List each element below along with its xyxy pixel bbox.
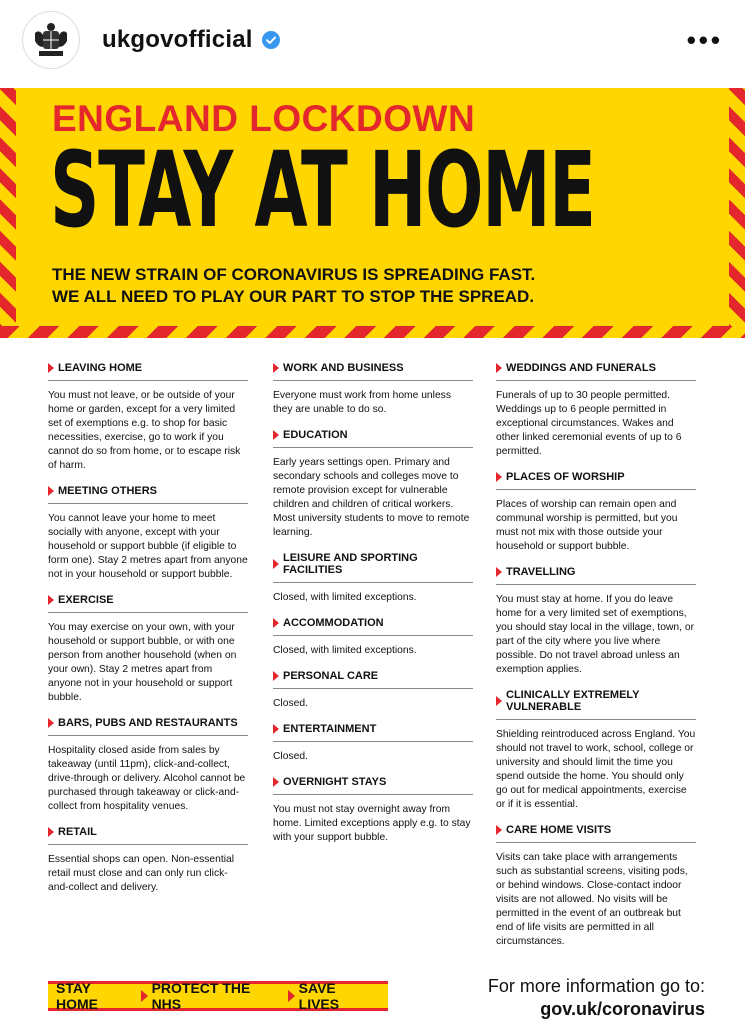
section-body: You cannot leave your home to meet socially with anyone, except with your household or support bubble (if eligible to form one). Stay 2 metres apart from anyone not in your household or support bubble. bbox=[48, 513, 248, 580]
section-body: Essential shops can open. Non-essential retail must close and can only run click-and-collect and delivery. bbox=[48, 854, 235, 893]
section-care-home-visits bbox=[496, 824, 696, 949]
section-body: Closed, with limited exceptions. bbox=[273, 592, 417, 603]
section-body: Shielding reintroduced across England. You should not travel to work, school, college or university and should limit the time you spend outside the home. You should only go out for medical appointments, exercise or if it is essential. bbox=[496, 729, 696, 810]
arrow-icon bbox=[273, 363, 279, 373]
arrow-icon bbox=[273, 724, 279, 734]
more-info-url: gov.uk/coronavirus bbox=[540, 999, 705, 1019]
section-heading: RETAIL bbox=[58, 826, 97, 838]
banner-subtitle-line-1: THE NEW STRAIN OF CORONAVIRUS IS SPREADING FAST. bbox=[52, 265, 536, 284]
arrow-icon bbox=[48, 363, 54, 373]
section-weddings-funerals bbox=[496, 362, 696, 459]
arrow-icon bbox=[273, 618, 279, 628]
avatar[interactable] bbox=[22, 11, 80, 69]
section-body: Visits can take place with arrangements such as substantial screens, visiting pods, or behind windows. Close-contact indoor visits are not allowed. No visits will be permitted in the event of an outbreak but end of life visits are permitted in all circumstances. bbox=[496, 852, 688, 947]
post-header bbox=[0, 0, 745, 80]
arrow-icon bbox=[496, 363, 502, 373]
section-retail bbox=[48, 826, 248, 895]
arrow-icon bbox=[141, 990, 148, 1002]
slogan-protect-nhs: PROTECT THE NHS bbox=[151, 980, 251, 1012]
section-heading: OVERNIGHT STAYS bbox=[283, 776, 387, 788]
section-body: Everyone must work from home unless they are unable to do so. bbox=[273, 390, 451, 415]
rules-column-3 bbox=[496, 362, 696, 961]
section-heading: WORK AND BUSINESS bbox=[283, 362, 404, 374]
section-leaving-home bbox=[48, 362, 248, 473]
section-body: Hospitality closed aside from sales by takeaway (until 11pm), click-and-collect, drive-through or delivery. Alcohol cannot be purchased through takeaway or click-and-collect from hospitality venues. bbox=[48, 745, 246, 812]
section-places-of-worship bbox=[496, 471, 696, 554]
banner-subtitle-line-2: WE ALL NEED TO PLAY OUR PART TO STOP THE SPREAD. bbox=[52, 287, 535, 306]
section-body: You must stay at home. If you do leave home for a very limited set of exemptions, you should stay local in the village, town, or part of the city where you live where possible. Do not travel abroad unless an exemption applies. bbox=[496, 594, 695, 675]
slogan-bar bbox=[48, 981, 388, 1011]
verified-badge-icon bbox=[261, 30, 281, 50]
arrow-icon bbox=[288, 990, 295, 1002]
section-heading: ACCOMMODATION bbox=[283, 617, 384, 629]
banner-title: STAY AT HOME bbox=[50, 129, 595, 251]
section-heading: PERSONAL CARE bbox=[283, 670, 379, 682]
rules-column-2 bbox=[273, 362, 473, 857]
section-education bbox=[273, 429, 473, 540]
royal-coat-of-arms-icon bbox=[30, 19, 72, 61]
banner-subtitle bbox=[52, 264, 535, 308]
section-exercise bbox=[48, 594, 248, 705]
arrow-icon bbox=[496, 825, 502, 835]
section-personal-care bbox=[273, 670, 473, 711]
slogan-stay-home: STAY HOME bbox=[56, 980, 98, 1012]
section-work-and-business bbox=[273, 362, 473, 417]
arrow-icon bbox=[48, 827, 54, 837]
section-body: Closed. bbox=[273, 751, 308, 762]
section-body: You must not leave, or be outside of your home or garden, except for a very limited set of exemptions e.g. to shop for basic necessities, exercise, go to work if you cannot do so from home, or to escape risk of harm. bbox=[48, 390, 241, 471]
hazard-stripe-bottom bbox=[0, 326, 745, 338]
rules-column-1 bbox=[48, 362, 248, 907]
section-heading: CARE HOME VISITS bbox=[506, 824, 612, 836]
arrow-icon bbox=[273, 559, 279, 569]
banner-kicker: ENGLAND LOCKDOWN bbox=[52, 98, 476, 139]
username[interactable]: ukgovofficial bbox=[102, 26, 253, 53]
more-info-label: For more information go to: bbox=[487, 976, 705, 996]
section-heading: WEDDINGS AND FUNERALS bbox=[506, 362, 656, 374]
section-meeting-others bbox=[48, 485, 248, 582]
section-body: You may exercise on your own, with your household or support bubble, or with one person from another household (when on your own). Stay 2 metres apart from anyone not in your household or support bubble. bbox=[48, 622, 237, 703]
section-heading: TRAVELLING bbox=[506, 566, 576, 578]
section-heading: PLACES OF WORSHIP bbox=[506, 471, 625, 483]
arrow-icon bbox=[496, 567, 502, 577]
hazard-stripe-left bbox=[0, 88, 16, 338]
section-travelling bbox=[496, 566, 696, 677]
arrow-icon bbox=[48, 486, 54, 496]
section-heading: LEAVING HOME bbox=[58, 362, 143, 374]
section-overnight-stays bbox=[273, 776, 473, 845]
section-heading: CLINICALLY EXTREMELY VULNERABLE bbox=[506, 689, 640, 713]
arrow-icon bbox=[496, 696, 502, 706]
arrow-icon bbox=[273, 671, 279, 681]
arrow-icon bbox=[273, 430, 279, 440]
slogan-save-lives: SAVE LIVES bbox=[298, 980, 340, 1012]
section-heading: EXERCISE bbox=[58, 594, 114, 606]
section-body: Early years settings open. Primary and secondary schools and colleges move to remote provision except for vulnerable children and children of critical workers. Most university students to move to remote learning. bbox=[273, 457, 470, 538]
section-heading: LEISURE AND SPORTING FACILITIES bbox=[283, 552, 418, 576]
section-heading: ENTERTAINMENT bbox=[283, 723, 377, 735]
section-bars-pubs-restaurants bbox=[48, 717, 248, 814]
section-body: Places of worship can remain open and communal worship is permitted, but you must not mix with those outside your household or support bubble. bbox=[496, 499, 678, 552]
more-info bbox=[488, 976, 705, 1020]
section-body: Closed, with limited exceptions. bbox=[273, 645, 417, 656]
rules-columns bbox=[48, 362, 698, 952]
arrow-icon bbox=[496, 472, 502, 482]
section-body: You must not stay overnight away from home. Limited exceptions apply e.g. to stay with your support bubble. bbox=[273, 804, 471, 843]
more-options-icon[interactable]: ••• bbox=[686, 25, 723, 55]
section-accommodation bbox=[273, 617, 473, 658]
poster-banner bbox=[0, 88, 745, 338]
section-leisure-sporting bbox=[273, 552, 473, 605]
section-body: Closed. bbox=[273, 698, 308, 709]
section-body: Funerals of up to 30 people permitted. Weddings up to 6 people permitted in exceptional circumstances. Wakes and other linked ceremonial events of up to 6 permitted. bbox=[496, 390, 682, 457]
section-heading: EDUCATION bbox=[283, 429, 348, 441]
section-clinically-extremely-vulnerable bbox=[496, 689, 696, 812]
section-entertainment bbox=[273, 723, 473, 764]
arrow-icon bbox=[48, 595, 54, 605]
arrow-icon bbox=[48, 718, 54, 728]
hazard-stripe-right bbox=[729, 88, 745, 338]
lockdown-poster bbox=[0, 88, 745, 1024]
section-heading: MEETING OTHERS bbox=[58, 485, 158, 497]
arrow-icon bbox=[273, 777, 279, 787]
section-heading: BARS, PUBS AND RESTAURANTS bbox=[58, 717, 238, 729]
